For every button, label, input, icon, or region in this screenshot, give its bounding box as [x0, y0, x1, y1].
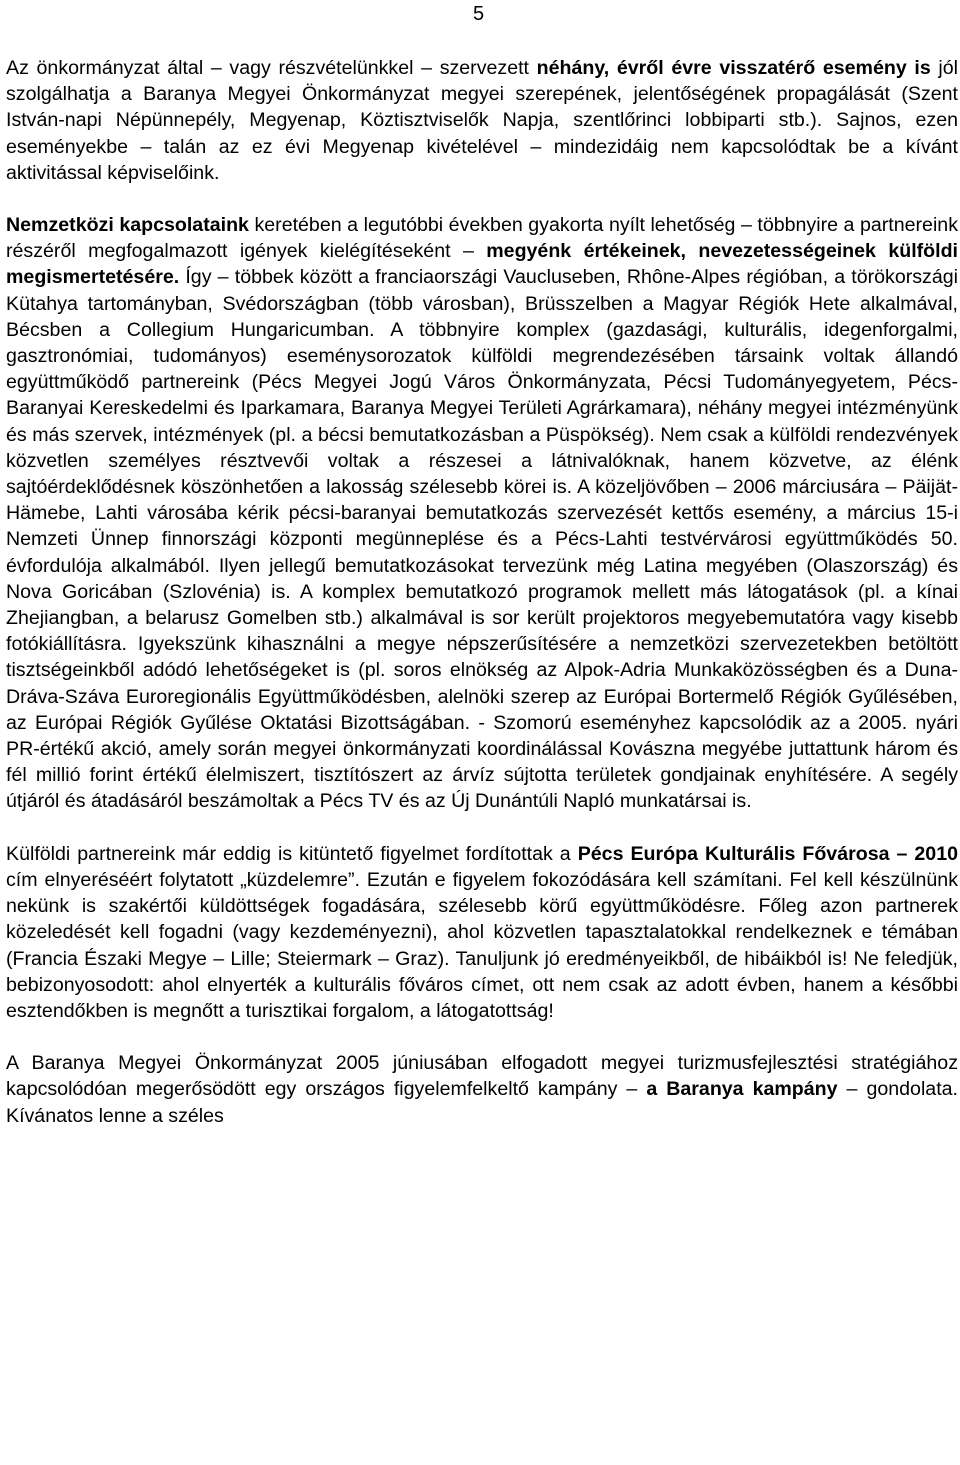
bold-segment: megyénk értékeinek, nevezetességeinek külföldi megismertetésére.: [6, 240, 958, 289]
text-segment: A Baranya Megyei Önkormányzat 2005 júniusában elfogadott megyei turizmusfejlesztési stratégiához kapcsolódóan megerősödött egy országos figyelemfelkeltő kampány –: [6, 1052, 958, 1101]
text-segment: Így – többek között a franciaországi Vaucluseben, Rhône-Alpes régióban, a törökországi Kütahya tartományban, Svédországban (több városban), Brüsszelben a Magyar Régiók Hete alkalmával, Bécsben a Collegium Hungaricumban. A többnyire komplex (gazdasági, kulturális, idegenforgalmi, gasztronómiai, tudományos) eseménysorozatok külföldi megrendezésében társaink voltak állandó együttműködő partnereink (Pécs Megyei Jogú Város Önkormányzata, Pécsi Tudományegyetem, Pécs-Baranyai Kereskedelmi és Iparkamara, Baranya Megyei Területi Agrárkamara), néhány megyei intézményünk és más szervek, intézmények (pl. a bécsi bemutatkozásban a Püspökség). Nem csak a külföldi rendezvények közvetlen személyes résztvevői voltak a részesei a látnivalóknak, hanem közvetve, az élénk sajtóérdeklődésnek köszönhetően a lakosság szélesebb körei is. A közeljövőben – 2006 márciusára – Päijät-Hämebe, Lahti városába kérik pécsi-baranyai bemutatkozás szervezését kettős esemény, a március 15-i Nemzeti Ünnep finnországi központi megünneplése és a Pécs-Lahti testvérvárosi együttműködés 50. évfordulója alkalmából. Ilyen jellegű bemutatkozásokat tervezünk még Latina megyében (Olaszország) és Nova Goricában (Szlovénia) is. A komplex bemutatkozó programok mellett más látogatások (pl. a kínai Zhejiangban, a belarusz Gomelben stb.) alkalmával is sor került projektoros megyebemutatóra vagy kisebb fotókiállításra. Igyekszünk kihasználni a megye népszerűsítésére a nemzetközi szervezetekben betöltött tisztségeinkből adódó lehetőségeket is (pl. soros elnökség az Alpok-Adria Munkaközösségben és a Duna-Dráva-Száva Euroregionális Együttműködésben, alelnöki szerep az Európai Bortermelő Régiók Gyűlésében, az Európai Régiók Gyűlése Oktatási Bizottságában. - Szomorú eseményhez kapcsolódik az a 2005. nyári PR-értékű akció, amely során megyei önkormányzati koordinálással Kovászna megyébe juttattunk három és fél millió forint értékű élelmiszert, tisztítószert az árvíz sújtotta területek gondjainak enyhítésére. A segély útjáról és átadásáról beszámoltak a Pécs TV és az Új Dunántúli Napló munkatársai is.: [6, 266, 958, 813]
text-segment: cím elnyeréséért folytatott „küzdelemre”. Ezután e figyelem fokozódására kell számítani. Fel kell készülnünk nekünk is szakértői küldöttségek fogadására, szélesebb körű együttműködésre. Főleg azon partnerek közeledését kell fogadni (vagy kezdeményezni), ahol közvetlen tapasztalatokkal rendelkeznek e témában (Francia Északi Megye – Lille; Steiermark – Graz). Tanuljunk jó eredményeikből, de hibáikból is! Ne feledjük, bebizonyosodott: ahol elnyerték a kulturális főváros címet, ott nem csak az adott évben, hanem a későbbi esztendőkben is megnőtt a turisztikai forgalom, a látogatottság!: [6, 868, 958, 1022]
page-number: 5: [473, 3, 485, 25]
text-segment: jól szolgálhatja a Baranya Megyei Önkormányzat megyei szerepének, jelentőségének propagálását (Szent István-napi Népünnepély, Megyenap, Köztisztviselők Napja, szentlőrinci lobbiparti stb.). Sajnos, ezen eseményekbe – talán az ez évi Megyenap kivételével – mindezidáig nem kapcsolódtak be a kívánt aktivitással képviselőink.: [6, 57, 958, 184]
paragraph-international-relations: [6, 212, 958, 815]
text-segment: – gondolata. Kívánatos lenne a széles: [6, 1078, 958, 1127]
bold-segment: néhány, évről évre visszatérő esemény is: [536, 57, 931, 79]
paragraph-baranya-campaign: [6, 1050, 958, 1129]
bold-segment: a Baranya kampány: [646, 1078, 838, 1101]
text-segment: Az önkormányzat által – vagy részvételünkkel – szervezett: [6, 57, 537, 79]
paragraph-cultural-capital: [6, 841, 958, 1024]
bold-segment: Pécs Európa Kulturális Fővárosa – 2010: [577, 842, 958, 865]
document-body: [6, 55, 958, 1129]
text-segment: keretében a legutóbbi években gyakorta nyílt lehetőség – többnyire a partnereink részéről megfogalmazott igények kielégítéseként –: [6, 214, 958, 263]
paragraph-local-events: [6, 55, 958, 186]
text-segment: Külföldi partnereink már eddig is kitüntető figyelmet fordítottak a: [6, 842, 578, 865]
bold-segment: Nemzetközi kapcsolataink: [6, 214, 249, 237]
